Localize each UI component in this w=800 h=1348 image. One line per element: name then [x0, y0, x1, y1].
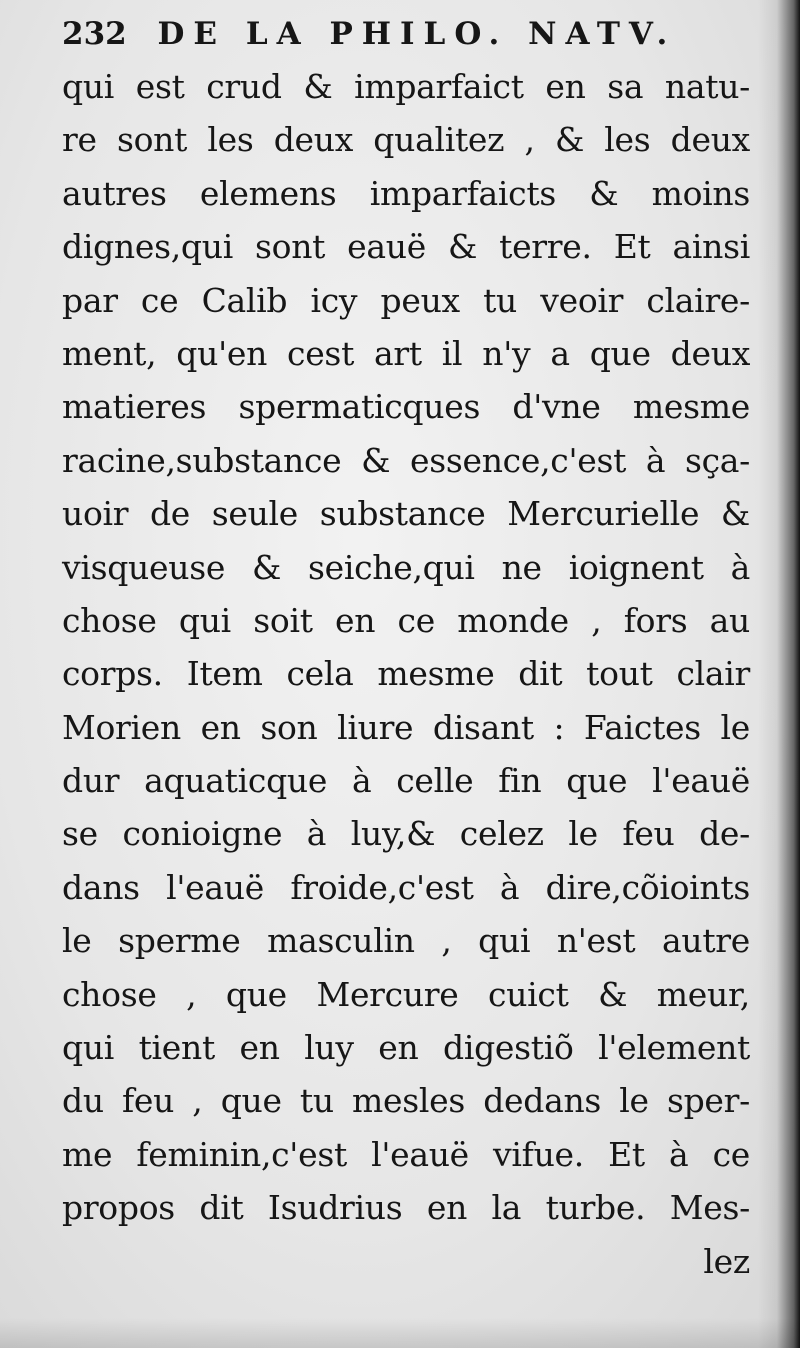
text-line: dignes,qui sont eauë & terre. Et ainsi — [62, 227, 750, 267]
text-line: le sperme masculin , qui n'est autre — [62, 921, 750, 961]
text-line: chose , que Mercure cuict & meur, — [62, 974, 750, 1014]
page-edge-shadow — [758, 0, 800, 1348]
running-head — [62, 12, 762, 56]
text-line: autres elemens imparfaicts & moins — [62, 173, 750, 213]
catchword: lez — [703, 1241, 750, 1281]
text-line: corps. Item cela mesme dit tout clair — [62, 654, 750, 694]
text-line: du feu , que tu mesles dedans le sper- — [62, 1081, 750, 1121]
text-line: par ce Calib icy peux tu veoir claire- — [62, 280, 750, 320]
page-bottom-shadow — [0, 1318, 800, 1348]
text-line: qui est crud & imparfaict en sa natu- — [62, 67, 750, 106]
text-line: re sont les deux qualitez , & les deux — [62, 120, 750, 160]
body-text — [62, 60, 750, 1288]
running-title: DE LA PHILO. NATV. — [157, 16, 677, 52]
text-line: dans l'eauë froide,c'est à dire,cõioints — [62, 867, 750, 907]
text-line: matieres spermaticques d'vne mesme — [62, 387, 750, 427]
text-line: visqueuse & seiche,qui ne ioignent à — [62, 547, 750, 587]
text-line: uoir de seule substance Mercurielle & — [62, 494, 750, 534]
text-line: Morien en son liure disant : Faictes le — [62, 707, 750, 747]
text-line: me feminin,c'est l'eauë vifue. Et à ce — [62, 1134, 750, 1174]
page-number: 232 — [62, 16, 127, 52]
text-line: ment, qu'en cest art il n'y a que deux — [62, 333, 750, 373]
text-line: qui tient en luy en digestiõ l'element — [62, 1028, 750, 1068]
text-line: dur aquaticque à celle fin que l'eauë — [62, 761, 750, 801]
text-line: propos dit Isudrius en la turbe. Mes- — [62, 1188, 750, 1228]
text-line: chose qui soit en ce monde , fors au — [62, 600, 750, 640]
text-line: se conioigne à luy,& celez le feu de- — [62, 814, 750, 854]
text-line: racine,substance & essence,c'est à sça- — [62, 440, 750, 480]
